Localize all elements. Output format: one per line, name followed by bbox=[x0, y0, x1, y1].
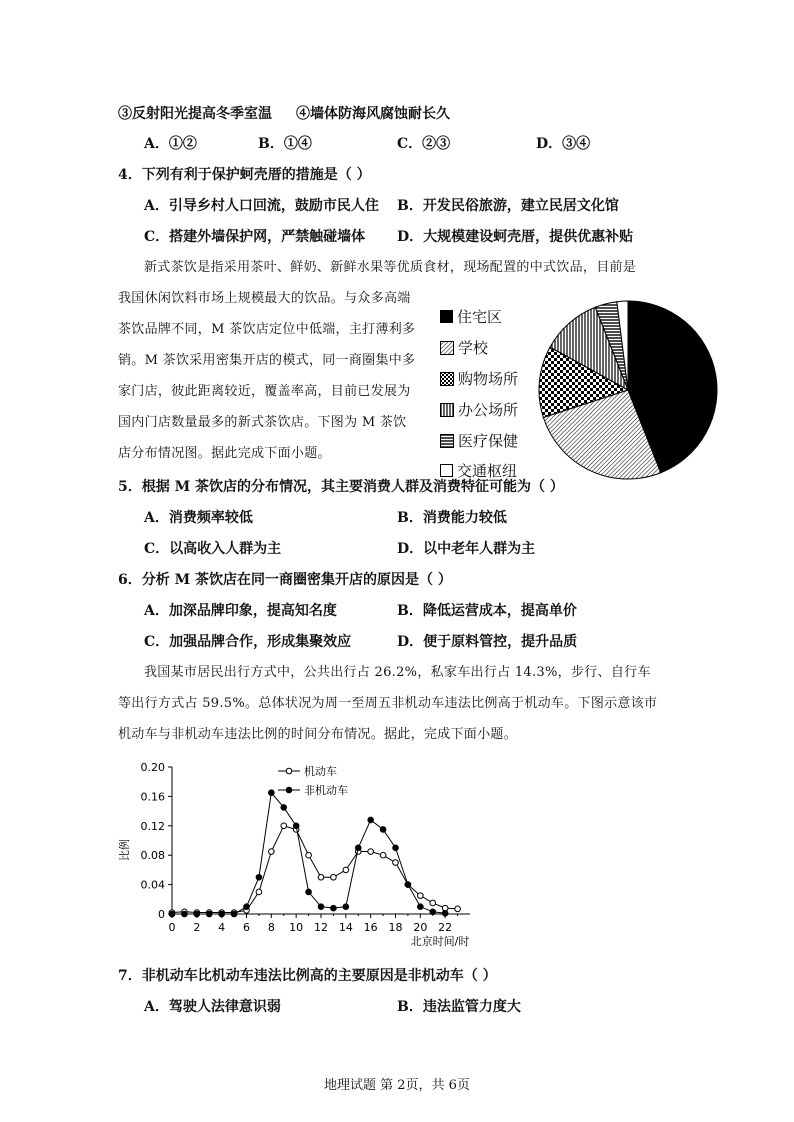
passage1-line-7: 店分布情况图。据此完成下面小题。 bbox=[118, 446, 331, 461]
x-tick-label: 18 bbox=[388, 921, 403, 934]
line-chart bbox=[110, 755, 490, 955]
horizontal-stripe-swatch-icon bbox=[440, 434, 454, 448]
x-tick-label: 14 bbox=[338, 921, 353, 934]
checker-swatch-icon bbox=[440, 372, 454, 386]
y-tick-label: 0.08 bbox=[140, 849, 165, 863]
legend-school: 学校 bbox=[440, 337, 488, 358]
passage1-line-2: 我国休闲饮料市场上规模最大的饮品。与众多高端 bbox=[118, 291, 411, 306]
q3-item-4: ④墙体防海风腐蚀耐长久 bbox=[296, 106, 450, 122]
page-footer: 地理试题 第 2页，共 6页 bbox=[324, 1078, 470, 1093]
data-point-1 bbox=[169, 911, 175, 917]
q3-choice-c: C．②③ bbox=[397, 136, 451, 152]
data-point-1 bbox=[306, 889, 312, 895]
passage1-line-5: 家门店，彼此距离较近，覆盖率高，目前已发展为 bbox=[118, 384, 411, 399]
q3-item-3: ③反射阳光提高冬季室温 bbox=[118, 106, 272, 122]
data-point-0 bbox=[281, 823, 287, 829]
y-tick-label: 0.04 bbox=[140, 878, 165, 892]
q6-stem: 6．分析 M 茶饮店在同一商圈密集开店的原因是（ ） bbox=[118, 572, 452, 588]
x-tick-label: 22 bbox=[438, 921, 453, 934]
q6-option-a: A．加深品牌印象，提高知名度 bbox=[144, 603, 337, 619]
x-tick-label: 6 bbox=[243, 921, 250, 934]
q3-choice-d: D．③④ bbox=[536, 136, 591, 152]
legend-label-0: 机动车 bbox=[304, 765, 337, 778]
x-axis-title: 北京时间/时 bbox=[410, 935, 470, 948]
passage2-line-3: 机动车与非机动车违法比例的时间分布情况。据此，完成下面小题。 bbox=[118, 727, 518, 742]
data-point-0 bbox=[380, 852, 386, 858]
passage2-line-1: 我国某市居民出行方式中，公共出行占 26.2%，私家车出行占 14.3%，步行、自行车 bbox=[144, 665, 651, 680]
passage2-line-2: 等出行方式占 59.5%。总体状况为周一至周五非机动车违法比例高于机动车。下图示意该市 bbox=[118, 696, 658, 711]
q6-option-c: C．加强品牌合作，形成集聚效应 bbox=[144, 634, 352, 650]
x-tick-label: 20 bbox=[413, 921, 428, 934]
x-tick-label: 16 bbox=[363, 921, 378, 934]
data-point-0 bbox=[343, 867, 349, 873]
q6-option-b: B．降低运营成本，提高单价 bbox=[397, 603, 577, 619]
pie-chart bbox=[536, 298, 720, 482]
data-point-0 bbox=[430, 900, 436, 906]
data-point-0 bbox=[455, 906, 461, 912]
q5-stem: 5．根据 M 茶饮店的分布情况，其主要消费人群及消费特征可能为（ ） bbox=[118, 479, 564, 495]
passage1-line-3: 茶饮品牌不同，M 茶饮店定位中低端，主打薄利多 bbox=[118, 322, 416, 337]
legend-marker-0 bbox=[286, 768, 292, 774]
data-point-0 bbox=[269, 849, 275, 855]
legend-marker-1 bbox=[286, 787, 292, 793]
data-point-1 bbox=[442, 910, 448, 916]
diagonal-hatch-swatch-icon bbox=[440, 341, 454, 355]
data-point-1 bbox=[418, 904, 424, 910]
data-point-1 bbox=[393, 845, 399, 851]
y-tick-label: 0.12 bbox=[140, 819, 165, 833]
data-point-1 bbox=[231, 911, 237, 917]
data-point-0 bbox=[368, 849, 374, 855]
data-point-1 bbox=[194, 911, 200, 917]
data-point-1 bbox=[206, 911, 212, 917]
q3-choice-a: A．①② bbox=[144, 136, 197, 152]
data-point-1 bbox=[368, 817, 374, 823]
x-tick-label: 10 bbox=[289, 921, 304, 934]
solid-swatch-icon bbox=[440, 310, 453, 323]
q4-option-d: D．大规模建设蚵壳厝，提供优惠补贴 bbox=[397, 229, 634, 245]
q7-stem: 7．非机动车比机动车违法比例高的主要原因是非机动车（ ） bbox=[118, 968, 497, 984]
x-tick-label: 12 bbox=[314, 921, 328, 934]
legend-label-1: 非机动车 bbox=[304, 784, 348, 797]
data-point-1 bbox=[182, 911, 188, 917]
q5-option-a: A．消费频率较低 bbox=[144, 510, 253, 526]
data-point-1 bbox=[244, 904, 250, 910]
vertical-stripe-swatch-icon bbox=[440, 403, 454, 417]
x-tick-label: 2 bbox=[193, 921, 201, 934]
empty-swatch-icon bbox=[440, 464, 453, 477]
x-tick-label: 0 bbox=[168, 921, 176, 934]
data-point-0 bbox=[393, 860, 399, 866]
data-point-0 bbox=[331, 874, 337, 880]
data-point-0 bbox=[318, 874, 324, 880]
data-point-0 bbox=[418, 893, 424, 899]
y-tick-label: 0.16 bbox=[140, 790, 165, 804]
data-point-1 bbox=[355, 845, 361, 851]
q6-option-d: D．便于原料管控，提升品质 bbox=[397, 634, 578, 650]
legend-shopping: 购物场所 bbox=[440, 368, 518, 389]
q5-option-b: B．消费能力较低 bbox=[397, 510, 507, 526]
q7-option-b: B．违法监管力度大 bbox=[397, 999, 521, 1015]
y-tick-label: 0.20 bbox=[140, 761, 165, 774]
q3-choice-b: B．①④ bbox=[258, 136, 312, 152]
data-point-1 bbox=[293, 823, 299, 829]
legend-office: 办公场所 bbox=[440, 399, 518, 420]
data-point-1 bbox=[430, 909, 436, 915]
data-point-1 bbox=[331, 905, 337, 911]
legend-residential: 住宅区 bbox=[440, 306, 502, 327]
data-point-1 bbox=[343, 904, 349, 910]
data-point-0 bbox=[256, 889, 262, 895]
q4-option-b: B．开发民俗旅游，建立民居文化馆 bbox=[397, 198, 619, 214]
x-tick-label: 4 bbox=[218, 921, 226, 934]
q4-option-a: A．引导乡村人口回流，鼓励市民人住 bbox=[144, 198, 379, 214]
q7-option-a: A．驾驶人法律意识弱 bbox=[144, 999, 281, 1015]
q5-option-c: C．以高收入人群为主 bbox=[144, 541, 282, 557]
data-point-0 bbox=[306, 852, 312, 858]
y-tick-label: 0 bbox=[158, 908, 165, 921]
data-point-1 bbox=[256, 874, 262, 880]
passage1-line-6: 国内门店数量最多的新式茶饮店。下图为 M 茶饮 bbox=[118, 415, 407, 430]
data-point-1 bbox=[318, 904, 324, 910]
q5-option-d: D．以中老年人群为主 bbox=[397, 541, 536, 557]
passage1-line-4: 销。M 茶饮采用密集开店的模式，同一商圈集中多 bbox=[118, 353, 416, 368]
data-point-1 bbox=[405, 882, 411, 888]
q4-option-c: C．搭建外墙保护网，严禁触碰墙体 bbox=[144, 229, 366, 245]
data-point-1 bbox=[219, 911, 225, 917]
data-point-1 bbox=[380, 827, 386, 833]
data-point-1 bbox=[269, 790, 275, 796]
q4-stem: 4．下列有利于保护蚵壳厝的措施是（ ） bbox=[118, 167, 371, 183]
legend-transport: 交通枢纽 bbox=[440, 460, 517, 481]
y-axis-title: 比例 bbox=[118, 839, 131, 861]
legend-medical: 医疗保健 bbox=[440, 430, 518, 451]
data-point-1 bbox=[281, 805, 287, 811]
passage1-line-1: 新式茶饮是指采用茶叶、鲜奶、新鲜水果等优质食材，现场配置的中式饮品，目前是 bbox=[144, 260, 637, 275]
x-tick-label: 8 bbox=[267, 921, 275, 934]
